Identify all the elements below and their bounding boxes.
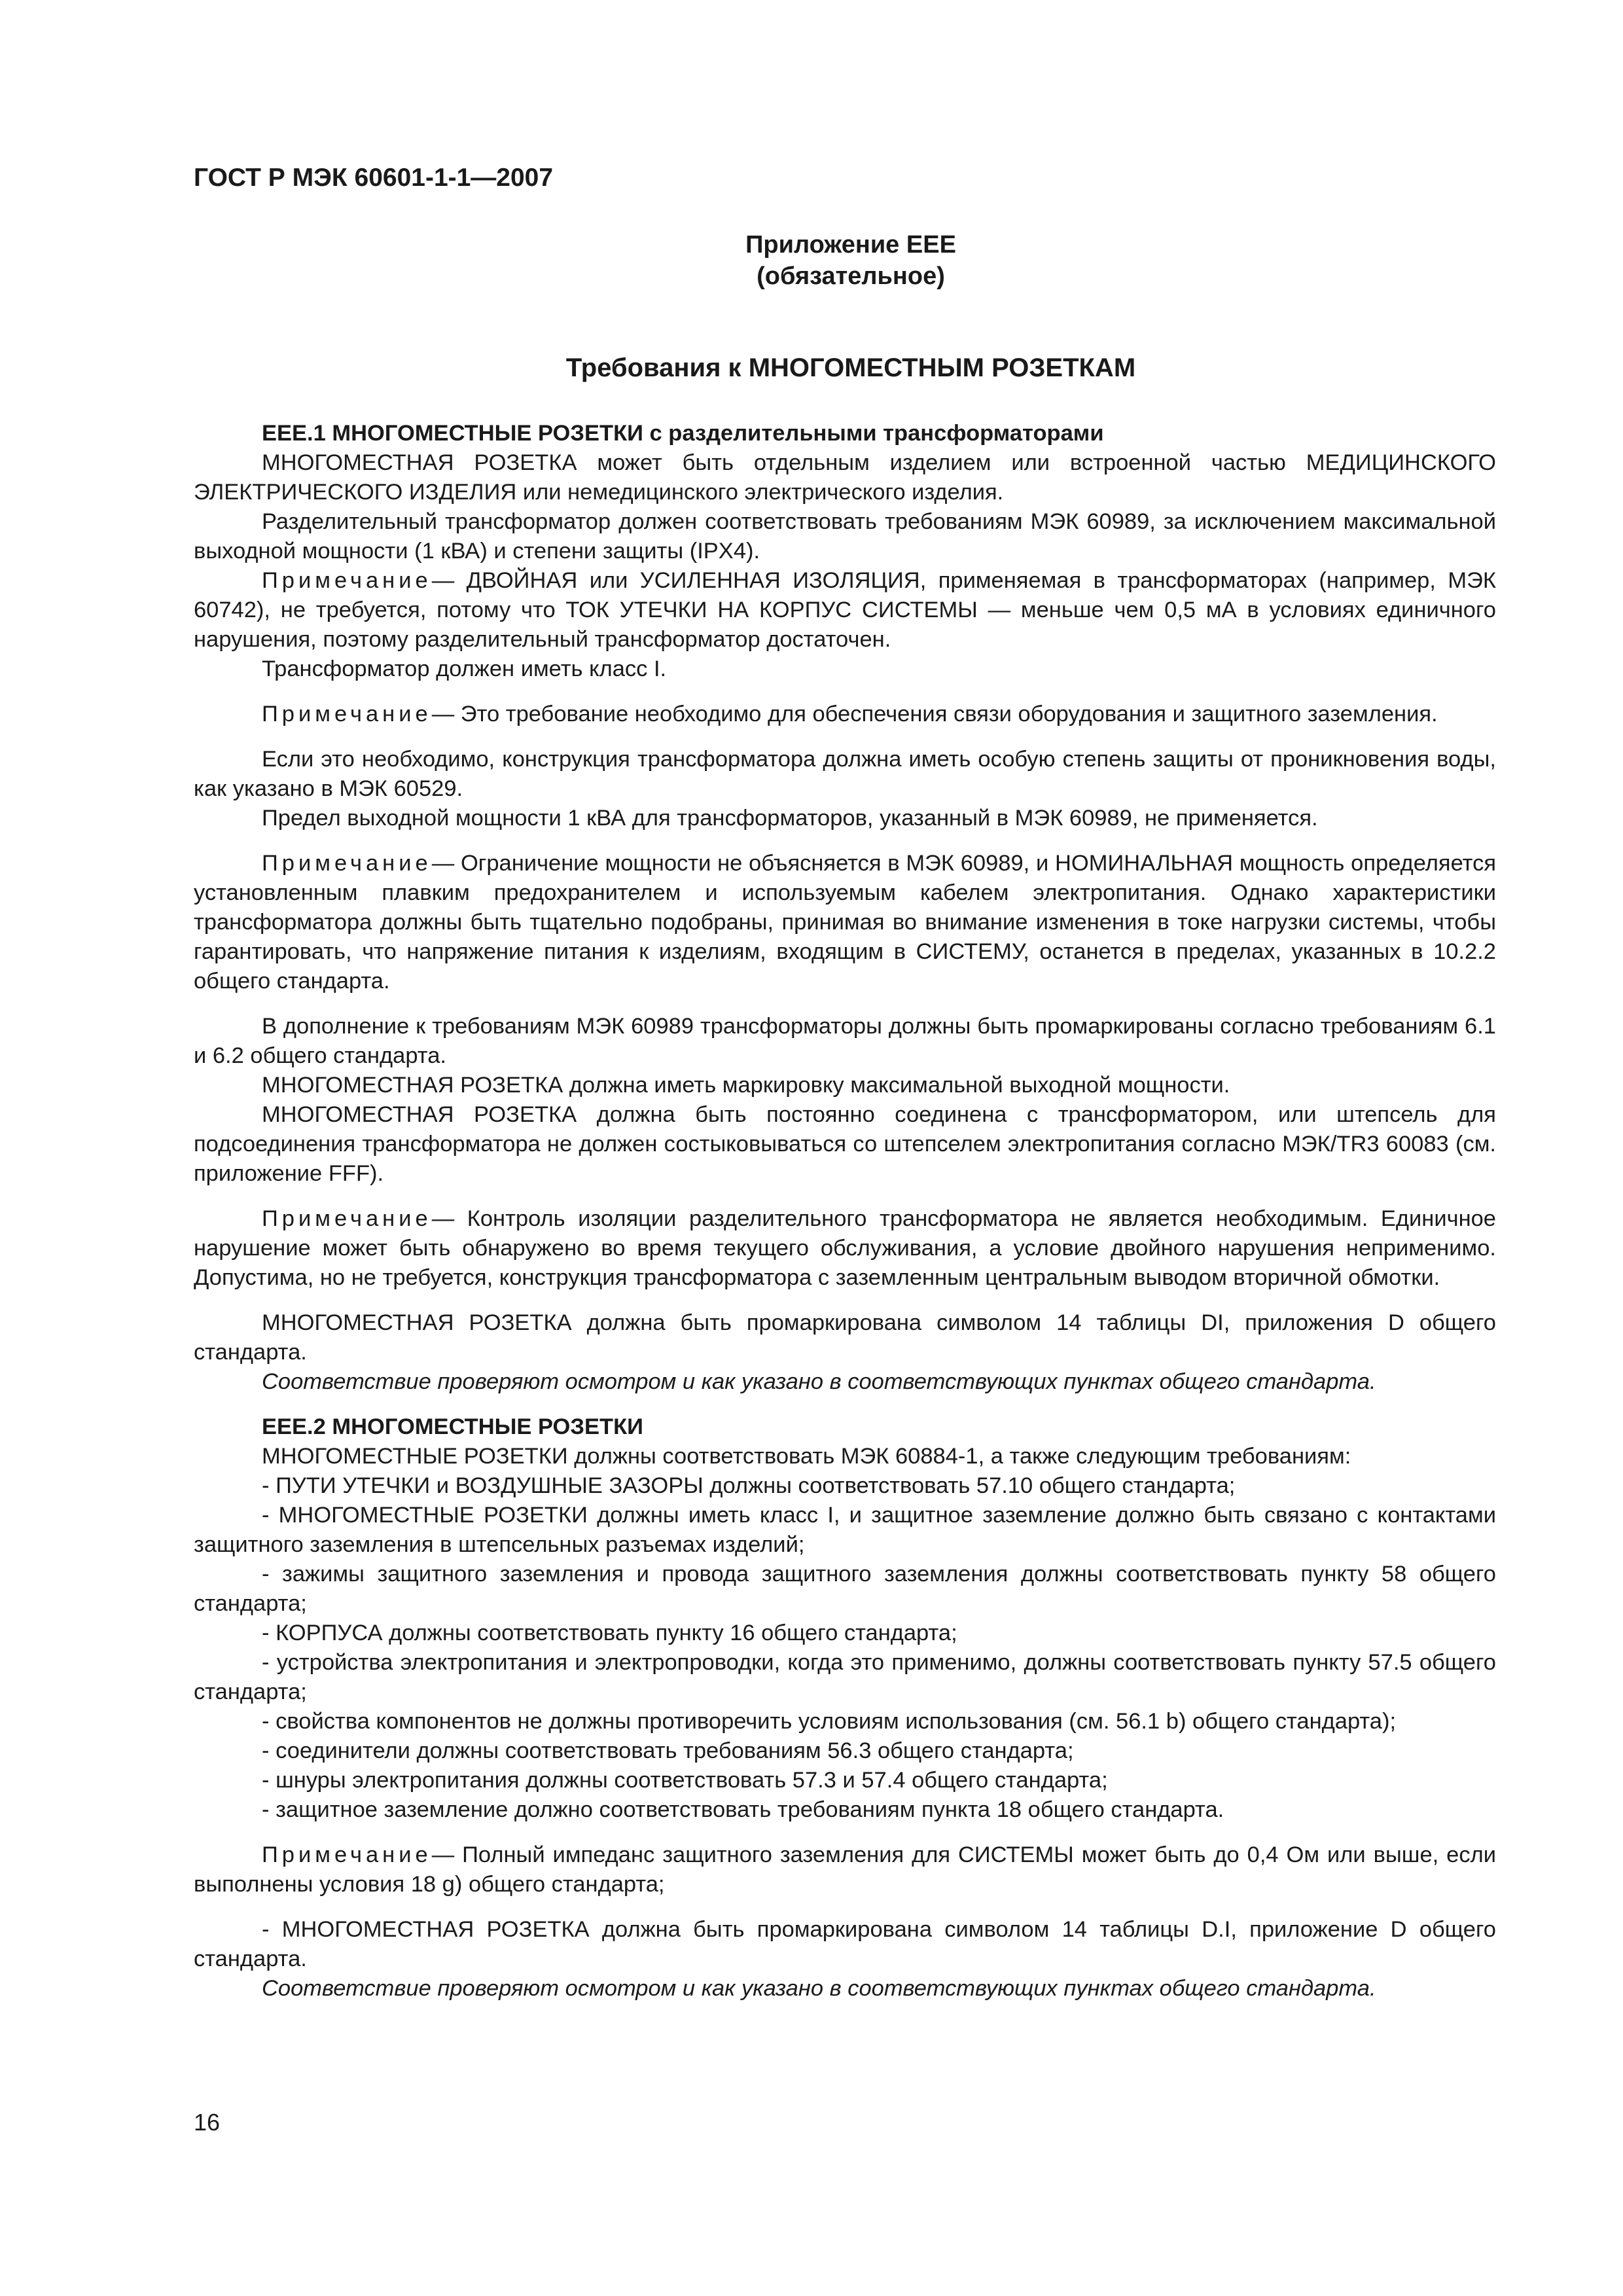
standard-code-header: ГОСТ Р МЭК 60601-1-1—2007 xyxy=(194,164,554,192)
note xyxy=(194,1840,1496,1899)
note-text: — Это требование необходимо для обеспечения связи оборудования и защитного заземления. xyxy=(431,702,1438,726)
compliance-statement: Соответствие проверяют осмотром и как указано в соответствующих пунктах общего стандарта. xyxy=(262,1976,1376,2001)
note-text: — Полный импеданс защитного заземления для СИСТЕМЫ может быть до 0,4 Ом или выше, если выполнены условия 18 g) общего стандарта; xyxy=(194,1842,1496,1897)
compliance-statement: Соответствие проверяют осмотром и как указано в соответствующих пунктах общего стандарта. xyxy=(262,1369,1376,1394)
paragraph: МНОГОМЕСТНАЯ РОЗЕТКА должна быть постоянно соединена с трансформатором, или штепсель для подсоединения трансформатора не должен состыковываться со штепселем электропитания согласно МЭК/TR3 60083 (см. приложение FFF). xyxy=(194,1102,1496,1186)
paragraph: Трансформатор должен иметь класс I. xyxy=(262,656,667,681)
note xyxy=(194,1204,1496,1293)
page-number: 16 xyxy=(194,2109,221,2136)
paragraph: Если это необходимо, конструкция трансформатора должна иметь особую степень защиты от проникновения воды, как указано в МЭК 60529. xyxy=(194,747,1496,801)
note xyxy=(194,566,1496,655)
note-label: Примечание xyxy=(262,851,432,876)
note xyxy=(194,849,1496,996)
paragraph: МНОГОМЕСТНАЯ РОЗЕТКА должна иметь маркировку максимальной выходной мощности. xyxy=(262,1073,1230,1098)
section-eee2-title: ЕЕЕ.2 МНОГОМЕСТНЫЕ РОЗЕТКИ xyxy=(262,1414,643,1439)
list-item: - соединители должны соответствовать требованиям 56.3 общего стандарта; xyxy=(262,1738,1074,1763)
document-body xyxy=(194,419,1496,2003)
annex-status: (обязательное) xyxy=(757,262,945,290)
list-item: - МНОГОМЕСТНЫЕ РОЗЕТКИ должны иметь класс I, и защитное заземление должно быть связано с контактами защитного заземления в штепсельных разъемах изделий; xyxy=(194,1503,1496,1557)
paragraph: МНОГОМЕСТНЫЕ РОЗЕТКИ должны соответствовать МЭК 60884-1, а также следующим требованиям: xyxy=(262,1444,1351,1469)
paragraph: Разделительный трансформатор должен соответствовать требованиям МЭК 60989, за исключением максимальной выходной мощности (1 кВА) и степени защиты (IPX4). xyxy=(194,509,1496,564)
list-item: - защитное заземление должно соответствовать требованиям пункта 18 общего стандарта. xyxy=(262,1797,1224,1822)
note-label: Примечание xyxy=(262,1842,432,1867)
section-eee1-title: ЕЕЕ.1 МНОГОМЕСТНЫЕ РОЗЕТКИ с разделительными трансформаторами xyxy=(262,421,1104,446)
note xyxy=(194,700,1496,729)
note-text: — Контроль изоляции разделительного трансформатора не является необходимым. Единичное нарушение может быть обнаружено во время текущего обслуживания, а условие двойного нарушения неприменимо. Допустима, но не требуется, конструкция трансформатора с заземленным центральным выводом вторичной обмотки. xyxy=(194,1206,1496,1290)
paragraph: Предел выходной мощности 1 кВА для трансформаторов, указанный в МЭК 60989, не применяется. xyxy=(262,806,1318,831)
note-text: — ДВОЙНАЯ или УСИЛЕННАЯ ИЗОЛЯЦИЯ, применяемая в трансформаторах (например, МЭК 60742), не требуется, потому что ТОК УТЕЧКИ НА КОРПУС СИСТЕМЫ — меньше чем 0,5 мА в условиях единичного нарушения, поэтому разделительный трансформатор достаточен. xyxy=(194,568,1496,652)
list-item: - МНОГОМЕСТНАЯ РОЗЕТКА должна быть промаркирована символом 14 таблицы D.I, приложение D общего стандарта. xyxy=(194,1917,1496,1971)
note-label: Примечание xyxy=(262,702,432,726)
list-item: - шнуры электропитания должны соответствовать 57.3 и 57.4 общего стандарта; xyxy=(262,1768,1108,1793)
note-label: Примечание xyxy=(262,1206,432,1231)
note-label: Примечание xyxy=(262,568,432,593)
paragraph: В дополнение к требованиям МЭК 60989 трансформаторы должны быть промаркированы согласно требованиям 6.1 и 6.2 общего стандарта. xyxy=(194,1014,1496,1068)
note-text: — Ограничение мощности не объясняется в МЭК 60989, и НОМИНАЛЬНАЯ мощность определяется установленным плавким предохранителем и используемым кабелем электропитания. Однако характеристики трансформатора должны быть тщательно подобраны, принимая во внимание изменения в токе нагрузки системы, чтобы гарантировать, что напряжение питания к изделиям, входящим в СИСТЕМУ, останется в пределах, указанных в 10.2.2 общего стандарта. xyxy=(194,851,1496,994)
list-item: - свойства компонентов не должны противоречить условиям использования (см. 56.1 b) общего стандарта); xyxy=(262,1709,1397,1734)
list-item: - зажимы защитного заземления и провода защитного заземления должны соответствовать пункту 58 общего стандарта; xyxy=(194,1562,1496,1616)
list-item: - КОРПУСА должны соответствовать пункту 16 общего стандарта; xyxy=(262,1621,957,1645)
paragraph: МНОГОМЕСТНАЯ РОЗЕТКА может быть отдельным изделием или встроенной частью МЕДИЦИНСКОГО ЭЛЕКТРИЧЕСКОГО ИЗДЕЛИЯ или немедицинского электрического изделия. xyxy=(194,450,1496,505)
annex-title: Приложение ЕЕЕ xyxy=(745,231,956,259)
paragraph: МНОГОМЕСТНАЯ РОЗЕТКА должна быть промаркирована символом 14 таблицы DI, приложения D общего стандарта. xyxy=(194,1310,1496,1365)
list-item: - устройства электропитания и электропроводки, когда это применимо, должны соответствовать пункту 57.5 общего стандарта; xyxy=(194,1650,1496,1704)
annex-heading: Требования к МНОГОМЕСТНЫМ РОЗЕТКАМ xyxy=(565,353,1136,382)
list-item: - ПУТИ УТЕЧКИ и ВОЗДУШНЫЕ ЗАЗОРЫ должны соответствовать 57.10 общего стандарта; xyxy=(262,1473,1236,1498)
